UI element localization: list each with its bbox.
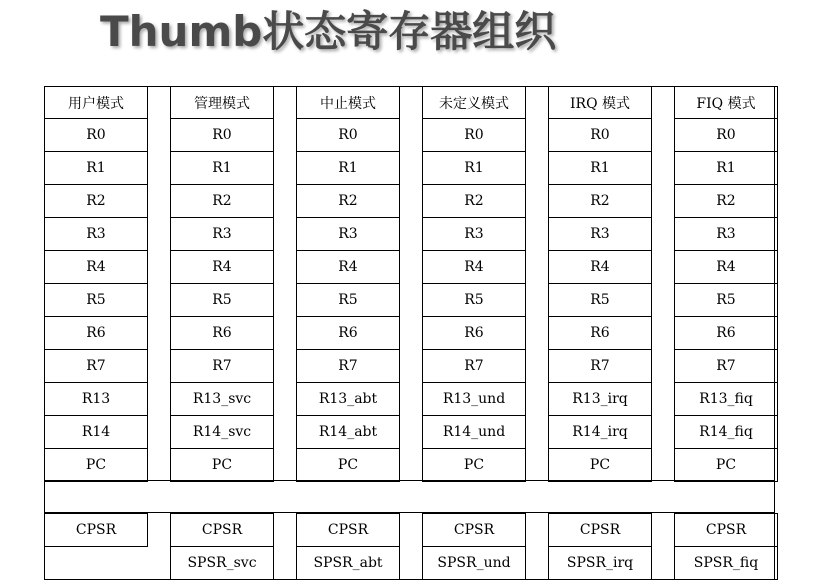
register-cell: R0 — [675, 119, 777, 152]
cpsr-cell: CPSR — [171, 514, 273, 547]
register-cell: R4 — [423, 251, 525, 284]
spsr-cell: SPSR_irq — [549, 547, 651, 580]
register-column-4 — [422, 86, 526, 482]
register-cell: R5 — [423, 284, 525, 317]
register-cell: R4 — [549, 251, 651, 284]
register-column-6 — [674, 86, 778, 482]
register-cell: R13_irq — [549, 383, 651, 416]
cpsr-cell: CPSR — [675, 514, 777, 547]
register-cell: R3 — [675, 218, 777, 251]
separator-band — [44, 480, 775, 513]
status-register-column-3 — [296, 513, 400, 580]
mode-header: 中止模式 — [297, 86, 399, 119]
register-cell: R0 — [171, 119, 273, 152]
register-column-3 — [296, 86, 400, 482]
register-cell: PC — [171, 449, 273, 482]
register-cell: R0 — [297, 119, 399, 152]
spsr-cell: SPSR_abt — [297, 547, 399, 580]
register-cell: R13_abt — [297, 383, 399, 416]
register-column-1 — [44, 86, 148, 482]
register-cell: R14 — [45, 416, 147, 449]
register-cell: R7 — [549, 350, 651, 383]
register-cell: PC — [675, 449, 777, 482]
register-cell: R2 — [675, 185, 777, 218]
register-cell: R5 — [549, 284, 651, 317]
status-register-column-5 — [548, 513, 652, 580]
register-column-5 — [548, 86, 652, 482]
register-cell: PC — [549, 449, 651, 482]
register-cell: R2 — [423, 185, 525, 218]
status-register-column-4 — [422, 513, 526, 580]
cpsr-cell: CPSR — [45, 514, 147, 547]
register-cell: R7 — [423, 350, 525, 383]
register-cell: R3 — [423, 218, 525, 251]
register-cell: R1 — [675, 152, 777, 185]
register-cell: R5 — [171, 284, 273, 317]
register-cell: R13_svc — [171, 383, 273, 416]
register-cell: R6 — [45, 317, 147, 350]
register-cell: R7 — [675, 350, 777, 383]
register-cell: R13 — [45, 383, 147, 416]
register-cell: R1 — [423, 152, 525, 185]
register-cell: R13_fiq — [675, 383, 777, 416]
register-cell: R14_svc — [171, 416, 273, 449]
page-title: Thumb状态寄存器组织 — [100, 7, 557, 56]
cpsr-cell: CPSR — [423, 514, 525, 547]
register-cell: R13_und — [423, 383, 525, 416]
register-cell: R6 — [297, 317, 399, 350]
register-cell: R4 — [297, 251, 399, 284]
status-register-column-2 — [170, 513, 274, 580]
mode-header: 管理模式 — [171, 86, 273, 119]
register-cell: R1 — [297, 152, 399, 185]
register-cell: R2 — [171, 185, 273, 218]
register-cell: R7 — [171, 350, 273, 383]
register-cell: R6 — [423, 317, 525, 350]
register-cell: R2 — [45, 185, 147, 218]
spsr-cell: SPSR_und — [423, 547, 525, 580]
register-cell: R1 — [171, 152, 273, 185]
mode-header: 用户模式 — [45, 86, 147, 119]
register-cell: R14_irq — [549, 416, 651, 449]
register-cell: R4 — [171, 251, 273, 284]
register-cell: R7 — [45, 350, 147, 383]
register-cell: R14_fiq — [675, 416, 777, 449]
register-cell: R7 — [297, 350, 399, 383]
register-cell: PC — [45, 449, 147, 482]
register-cell: R1 — [45, 152, 147, 185]
register-cell: R6 — [549, 317, 651, 350]
register-cell: R4 — [45, 251, 147, 284]
register-cell: R2 — [297, 185, 399, 218]
mode-header: FIQ 模式 — [675, 86, 777, 119]
register-cell: R0 — [423, 119, 525, 152]
status-register-column-6 — [674, 513, 778, 580]
register-cell: PC — [423, 449, 525, 482]
register-cell: R3 — [549, 218, 651, 251]
register-cell: R5 — [675, 284, 777, 317]
register-cell: R0 — [549, 119, 651, 152]
register-cell: R14_und — [423, 416, 525, 449]
register-cell: R6 — [675, 317, 777, 350]
register-cell: R14_abt — [297, 416, 399, 449]
register-cell: R3 — [171, 218, 273, 251]
cpsr-cell: CPSR — [549, 514, 651, 547]
register-cell: R0 — [45, 119, 147, 152]
register-cell: PC — [297, 449, 399, 482]
register-cell: R5 — [297, 284, 399, 317]
register-cell: R5 — [45, 284, 147, 317]
status-register-column-1 — [44, 513, 148, 547]
cpsr-cell: CPSR — [297, 514, 399, 547]
mode-header: IRQ 模式 — [549, 86, 651, 119]
spsr-cell: SPSR_svc — [171, 547, 273, 580]
register-cell: R1 — [549, 152, 651, 185]
register-cell: R2 — [549, 185, 651, 218]
mode-header: 未定义模式 — [423, 86, 525, 119]
register-cell: R3 — [45, 218, 147, 251]
spsr-cell: SPSR_fiq — [675, 547, 777, 580]
register-cell: R3 — [297, 218, 399, 251]
register-column-2 — [170, 86, 274, 482]
register-cell: R4 — [675, 251, 777, 284]
register-cell: R6 — [171, 317, 273, 350]
